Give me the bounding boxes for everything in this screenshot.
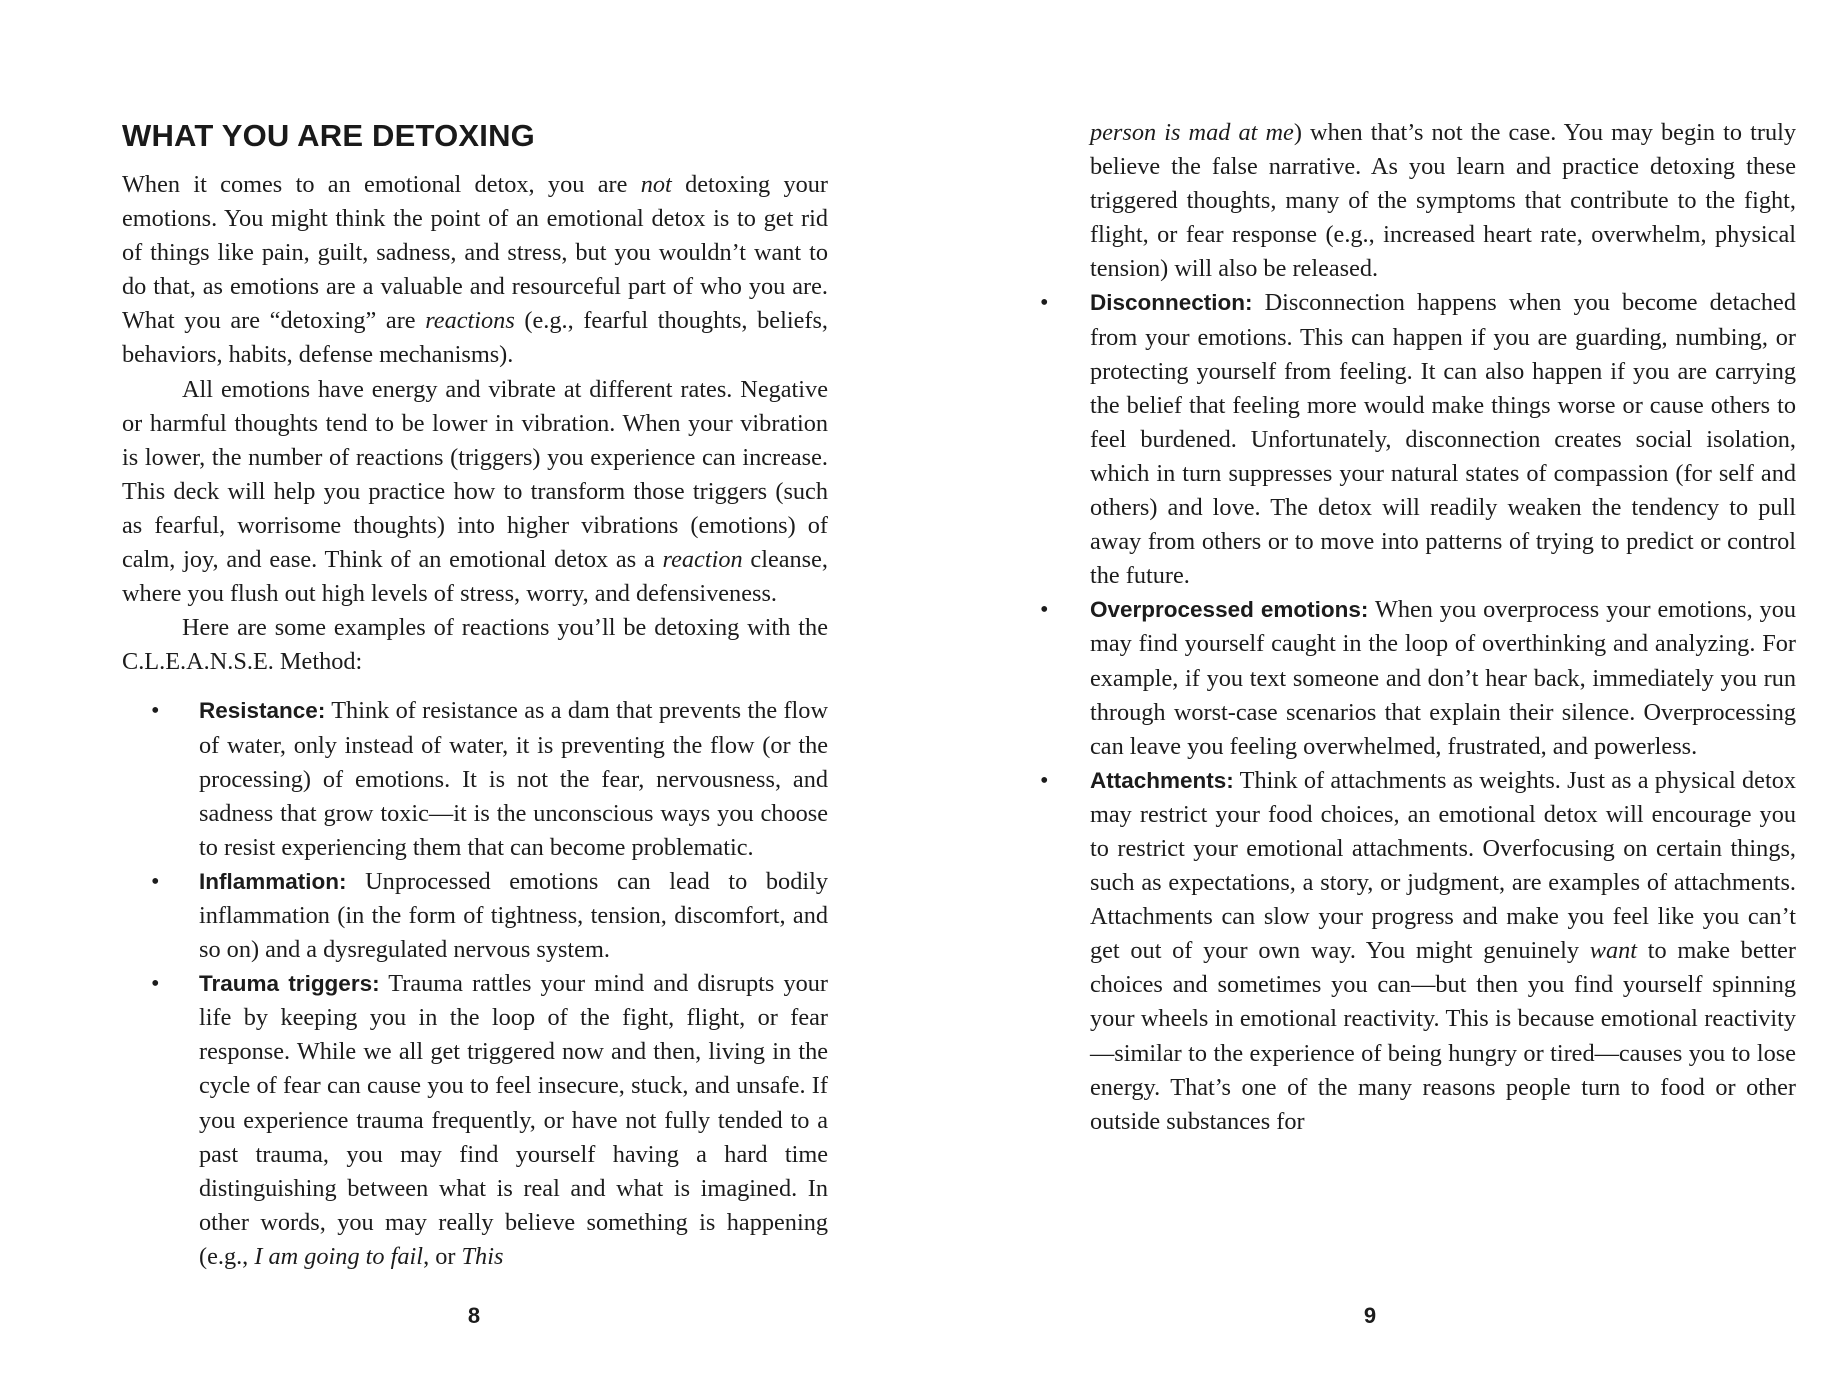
left-text-column — [122, 168, 828, 1274]
bullet-glyph: • — [1040, 766, 1049, 794]
bullet-text-mid: , or — [423, 1242, 462, 1270]
bullet-emphasis-want: want — [1589, 937, 1638, 965]
intro-paragraph — [122, 168, 828, 373]
bullet-emphasis-fail: I am going to fail — [254, 1242, 424, 1270]
bullet-text: Think of attachments as weights. Just as a physical detox may restrict your food choices, an emotional detox will encourage you to restrict your emotional attachments. Overfocusing on certain things, such as expectations, a story, or judgment, are examples of attachments. Attachments can slow your progress and make you feel like you can’t get out of your own way. You might genuinely — [1090, 766, 1796, 965]
intro-text-2: detoxing your emotions. You might think the point of an emotional detox is to get rid of things like pain, guilt, sadness, and stress, but you wouldn’t want to do that, as emotions are a valuable and resourceful part of who you are. What you are “detoxing” are — [122, 171, 828, 335]
left-bullet-list — [122, 694, 828, 1274]
vibration-emphasis-reaction: reaction — [662, 546, 743, 574]
bullet-attachments — [1040, 764, 1796, 1139]
bullet-disconnection — [1040, 286, 1796, 593]
bullet-term: Overprocessed emotions: — [1090, 597, 1369, 623]
bullet-glyph: • — [1040, 596, 1049, 624]
examples-paragraph: Here are some examples of reactions you’ll be detoxing with the C.L.E.A.N.S.E. Method: — [122, 614, 828, 676]
bullet-text: When you overprocess your emotions, you may find yourself caught in the loop of overthinking and analyzing. For example, if you text someone and don’t hear back, immediately you run through worst-case scenarios that explain their silence. Overprocessing can leave you feeling overwhelmed, frustrated, and powerless. — [1090, 596, 1797, 760]
bullet-emphasis-this: This — [461, 1242, 504, 1270]
bullet-glyph: • — [151, 697, 160, 725]
bullet-text: Disconnection happens when you become detached from your emotions. This can happen if you are guarding, numbing, or protecting yourself from feeling. It can also happen if you are carrying the belief that feeling more would make things worse or cause others to feel burdened. Unfortunately, disconnection creates social isolation, which in turn suppresses your natural states of compassion (for self and others) and love. The detox will readily weaken the tendency to pull away from others or to move into patterns of trying to predict or control the future. — [1090, 289, 1796, 590]
page-number: 8 — [467, 1303, 481, 1328]
bullet-text: Unprocessed emotions can lead to bodily inflammation (in the form of tightness, tension, discomfort, and so on) and a dysregulated nervous system. — [199, 867, 828, 964]
vibration-paragraph — [122, 373, 828, 612]
bullet-term: Inflammation: — [199, 868, 347, 894]
right-page — [913, 0, 1826, 1400]
intro-text-3: (e.g., fearful thoughts, beliefs, behaviors, habits, defense mechanisms). — [122, 307, 828, 369]
bullet-term: Trauma triggers: — [199, 971, 380, 997]
continuation-paragraph — [1090, 116, 1796, 286]
bullet-text: Trauma rattles your mind and disrupts your life by keeping you in the loop of the fight, flight, or fear response. While we all get triggered now and then, living in the cycle of fear can cause you to feel insecure, stuck, and unsafe. If you experience trauma frequently, or have not fully tended to a past trauma, you may find yourself having a hard time distinguishing between what is real and what is imagined. In other words, you may really believe something is happening (e.g., — [199, 970, 828, 1270]
continuation-text: ) when that’s not the case. You may begin to truly believe the false narrative. As you learn and practice detoxing these triggered thoughts, many of the symptoms that contribute to the fight, flight, or fear response (e.g., increased heart rate, overwhelm, physical tension) will also be released. — [1090, 119, 1797, 283]
bullet-glyph: • — [151, 867, 160, 895]
bullet-term: Disconnection: — [1090, 290, 1253, 316]
right-text-column — [1040, 116, 1797, 1139]
bullet-overprocessed-emotions — [1040, 593, 1797, 763]
bullet-text: Think of resistance as a dam that prevents the flow of water, only instead of water, it is preventing the flow (or the processing) of emotions. It is not the fear, nervousness, and sadness that grow toxic—it is the unconscious ways you choose to resist experiencing them that can become problematic. — [199, 697, 828, 861]
bullet-glyph: • — [151, 970, 160, 998]
vibration-text-2: cleanse, where you flush out high levels of stress, worry, and defensiveness. — [122, 546, 828, 608]
bullet-term: Attachments: — [1090, 767, 1234, 793]
bullet-glyph: • — [1040, 289, 1049, 317]
bullet-resistance — [122, 694, 828, 864]
right-bullet-list — [1040, 286, 1797, 1138]
bullet-trauma-triggers — [122, 967, 828, 1274]
bullet-inflammation — [122, 865, 828, 967]
intro-emphasis-not: not — [640, 171, 672, 198]
continuation-emphasis: person is mad at me — [1090, 119, 1294, 146]
vibration-text-1: All emotions have energy and vibrate at different rates. Negative or harmful thoughts tend to be lower in vibration. When your vibration is lower, the number of reactions (triggers) you experience can increase. This deck will help you practice how to transform those triggers (such as fearful, worrisome thoughts) into higher vibrations (emotions) of calm, joy, and ease. Think of an emotional detox as a — [122, 375, 828, 574]
bullet-term: Resistance: — [199, 698, 326, 724]
page-number: 9 — [1363, 1303, 1377, 1328]
intro-emphasis-reactions: reactions — [425, 307, 515, 335]
intro-text-1: When it comes to an emotional detox, you are — [122, 171, 641, 198]
bullet-text-rest: to make better choices and sometimes you can—but then you find yourself spinning your wheels in emotional reactivity. This is because emotional reactivity—similar to the experience of being hungry or tired—causes you to lose energy. That’s one of the many reasons people turn to food or other outside substances for — [1090, 937, 1796, 1135]
section-heading: WHAT YOU ARE DETOXING — [122, 118, 535, 153]
